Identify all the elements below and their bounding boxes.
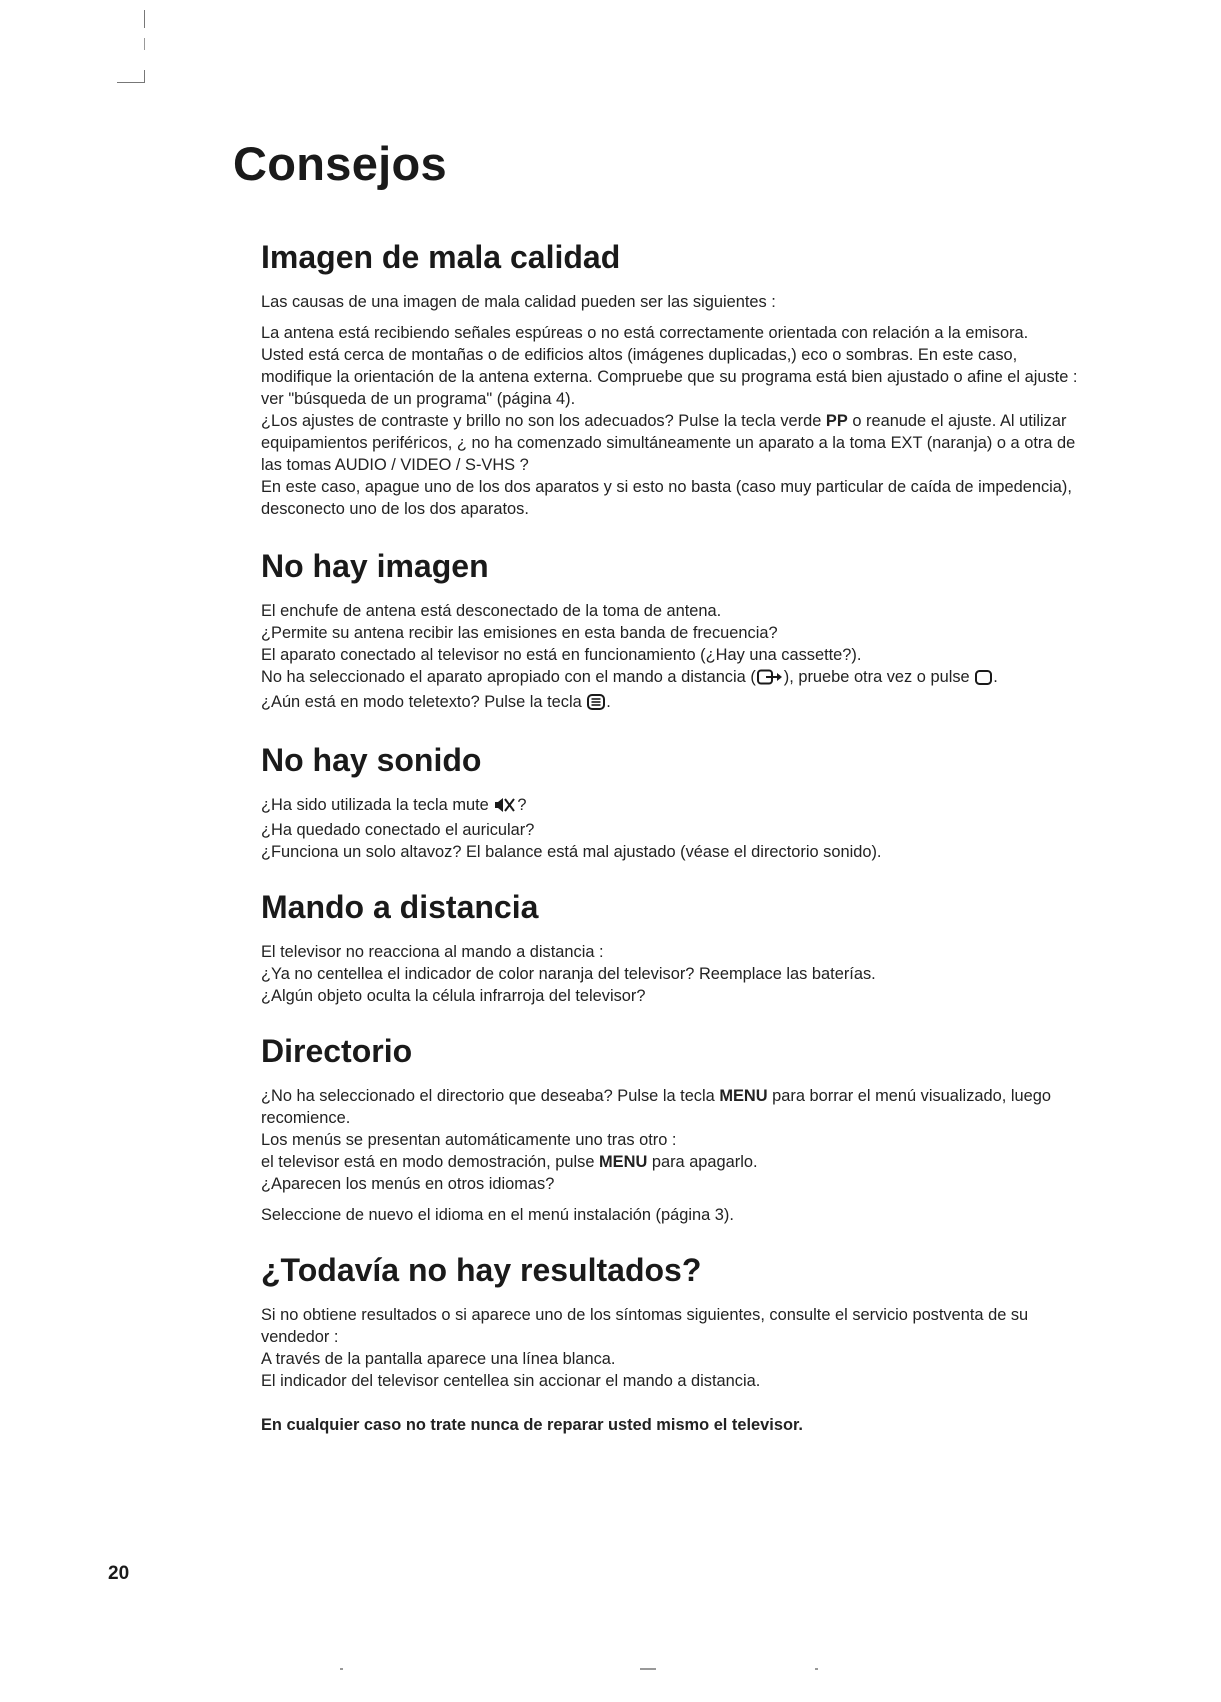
remote-line1: El televisor no reacciona al mando a distancia : (261, 943, 604, 961)
no-image-line3: El aparato conectado al televisor no está en funcionamiento (¿Hay una cassette?). (261, 646, 862, 664)
scan-dot (815, 1668, 818, 1670)
section-heading-remote: Mando a distancia (261, 889, 539, 925)
no-image-line5 (261, 691, 1091, 716)
section-remote (261, 887, 1091, 1007)
still-none-line3: El indicador del televisor centellea sin accionar el mando a distancia. (261, 1372, 761, 1390)
image-quality-line1: La antena está recibiendo señales espúreas o no está correctamente orientada con relación a la emisora. (261, 324, 1029, 342)
still-none-line1: Si no obtiene resultados o si aparece uno de los síntomas siguientes, consulte el servicio postventa de su vendedor : (261, 1306, 1029, 1346)
main-content (261, 237, 1091, 1436)
directory-line3-a: el televisor está en modo demostración, pulse (261, 1153, 600, 1171)
section-no-image (261, 546, 1091, 716)
no-image-line4 (261, 666, 1091, 691)
no-image-line4-c: . (993, 668, 998, 686)
menu-key-label-2: MENU (599, 1153, 648, 1171)
no-sound-line1 (261, 794, 1091, 819)
section-directory (261, 1031, 1091, 1226)
image-quality-line3-b: o reanude el ajuste. Al utilizar equipamientos periféricos, ¿ no ha comenzado simultáneamente un aparato a la toma EXT (naranja) o a otra de las tomas AUDIO / VIDEO / S-VHS ? (261, 412, 1076, 474)
no-sound-line1-b: ? (517, 796, 527, 814)
crop-marks (115, 8, 155, 88)
no-image-line4-a: No ha seleccionado el aparato apropiado con el mando a distancia ( (261, 668, 756, 686)
no-image-line5-b: . (606, 693, 611, 711)
no-sound-line2: ¿Ha quedado conectado el auricular? (261, 821, 535, 839)
section-heading-no-image: No hay imagen (261, 548, 489, 584)
directory-line2: Los menús se presentan automáticamente uno tras otro : (261, 1131, 677, 1149)
no-image-line1: El enchufe de antena está desconectado de la toma de antena. (261, 602, 722, 620)
teletext-icon (587, 694, 605, 716)
tv-screen-icon (975, 669, 992, 691)
directory-line4: ¿Aparecen los menús en otros idiomas? (261, 1175, 555, 1193)
image-quality-line4: En este caso, apague uno de los dos aparatos y si esto no basta (caso muy particular de caída de impedencia), desconecto uno de los dos aparatos. (261, 478, 1072, 518)
image-quality-intro: Las causas de una imagen de mala calidad pueden ser las siguientes : (261, 293, 776, 311)
pp-key-label: PP (825, 412, 848, 430)
section-image-quality (261, 237, 1091, 520)
page-number: 20 (108, 1563, 130, 1584)
scan-dot (640, 1668, 656, 1670)
directory-line3-b: para apagarlo. (647, 1153, 758, 1171)
section-heading-no-sound: No hay sonido (261, 742, 482, 778)
av-select-icon (757, 669, 783, 691)
directory-line1-a: ¿No ha seleccionado el directorio que deseaba? Pulse la tecla (261, 1087, 720, 1105)
menu-key-label: MENU (719, 1087, 768, 1105)
directory-line3 (261, 1151, 1091, 1173)
section-heading-directory: Directorio (261, 1033, 413, 1069)
mute-icon (494, 797, 516, 819)
image-quality-line2: Usted está cerca de montañas o de edificios altos (imágenes duplicadas,) eco o sombras. En este caso, modifique la orientación de la antena externa. Compruebe que su programa está bien ajustado o afine el ajuste : ver "búsqueda de un programa" (página 4). (261, 346, 1078, 408)
no-sound-line1-a: ¿Ha sido utilizada la tecla mute (261, 796, 494, 814)
directory-line1 (261, 1085, 1091, 1129)
scan-dot (340, 1668, 343, 1670)
still-none-line2: A través de la pantalla aparece una línea blanca. (261, 1350, 616, 1368)
no-image-line2: ¿Permite su antena recibir las emisiones en esta banda de frecuencia? (261, 624, 778, 642)
warning-text: En cualquier caso no trate nunca de reparar usted mismo el televisor. (261, 1416, 803, 1434)
image-quality-line3-a: ¿Los ajustes de contraste y brillo no son los adecuados? Pulse la tecla verde (261, 412, 826, 430)
page-title: Consejos (233, 137, 447, 190)
no-image-line5-a: ¿Aún está en modo teletexto? Pulse la tecla (261, 693, 587, 711)
section-heading-image-quality: Imagen de mala calidad (261, 239, 621, 275)
remote-line2: ¿Ya no centellea el indicador de color naranja del televisor? Reemplace las baterías. (261, 965, 876, 983)
no-sound-line3: ¿Funciona un solo altavoz? El balance está mal ajustado (véase el directorio sonido). (261, 843, 882, 861)
directory-line5: Seleccione de nuevo el idioma en el menú instalación (página 3). (261, 1206, 734, 1224)
no-image-line4-b: ), pruebe otra vez o pulse (783, 668, 975, 686)
directory-line1-b: para borrar el menú visualizado, luego recomience. (261, 1087, 1051, 1127)
section-heading-still-none: ¿Todavía no hay resultados? (261, 1252, 702, 1288)
section-no-sound (261, 740, 1091, 863)
image-quality-line3 (261, 410, 1091, 476)
remote-line3: ¿Algún objeto oculta la célula infrarroja del televisor? (261, 987, 646, 1005)
section-still-none (261, 1250, 1091, 1436)
